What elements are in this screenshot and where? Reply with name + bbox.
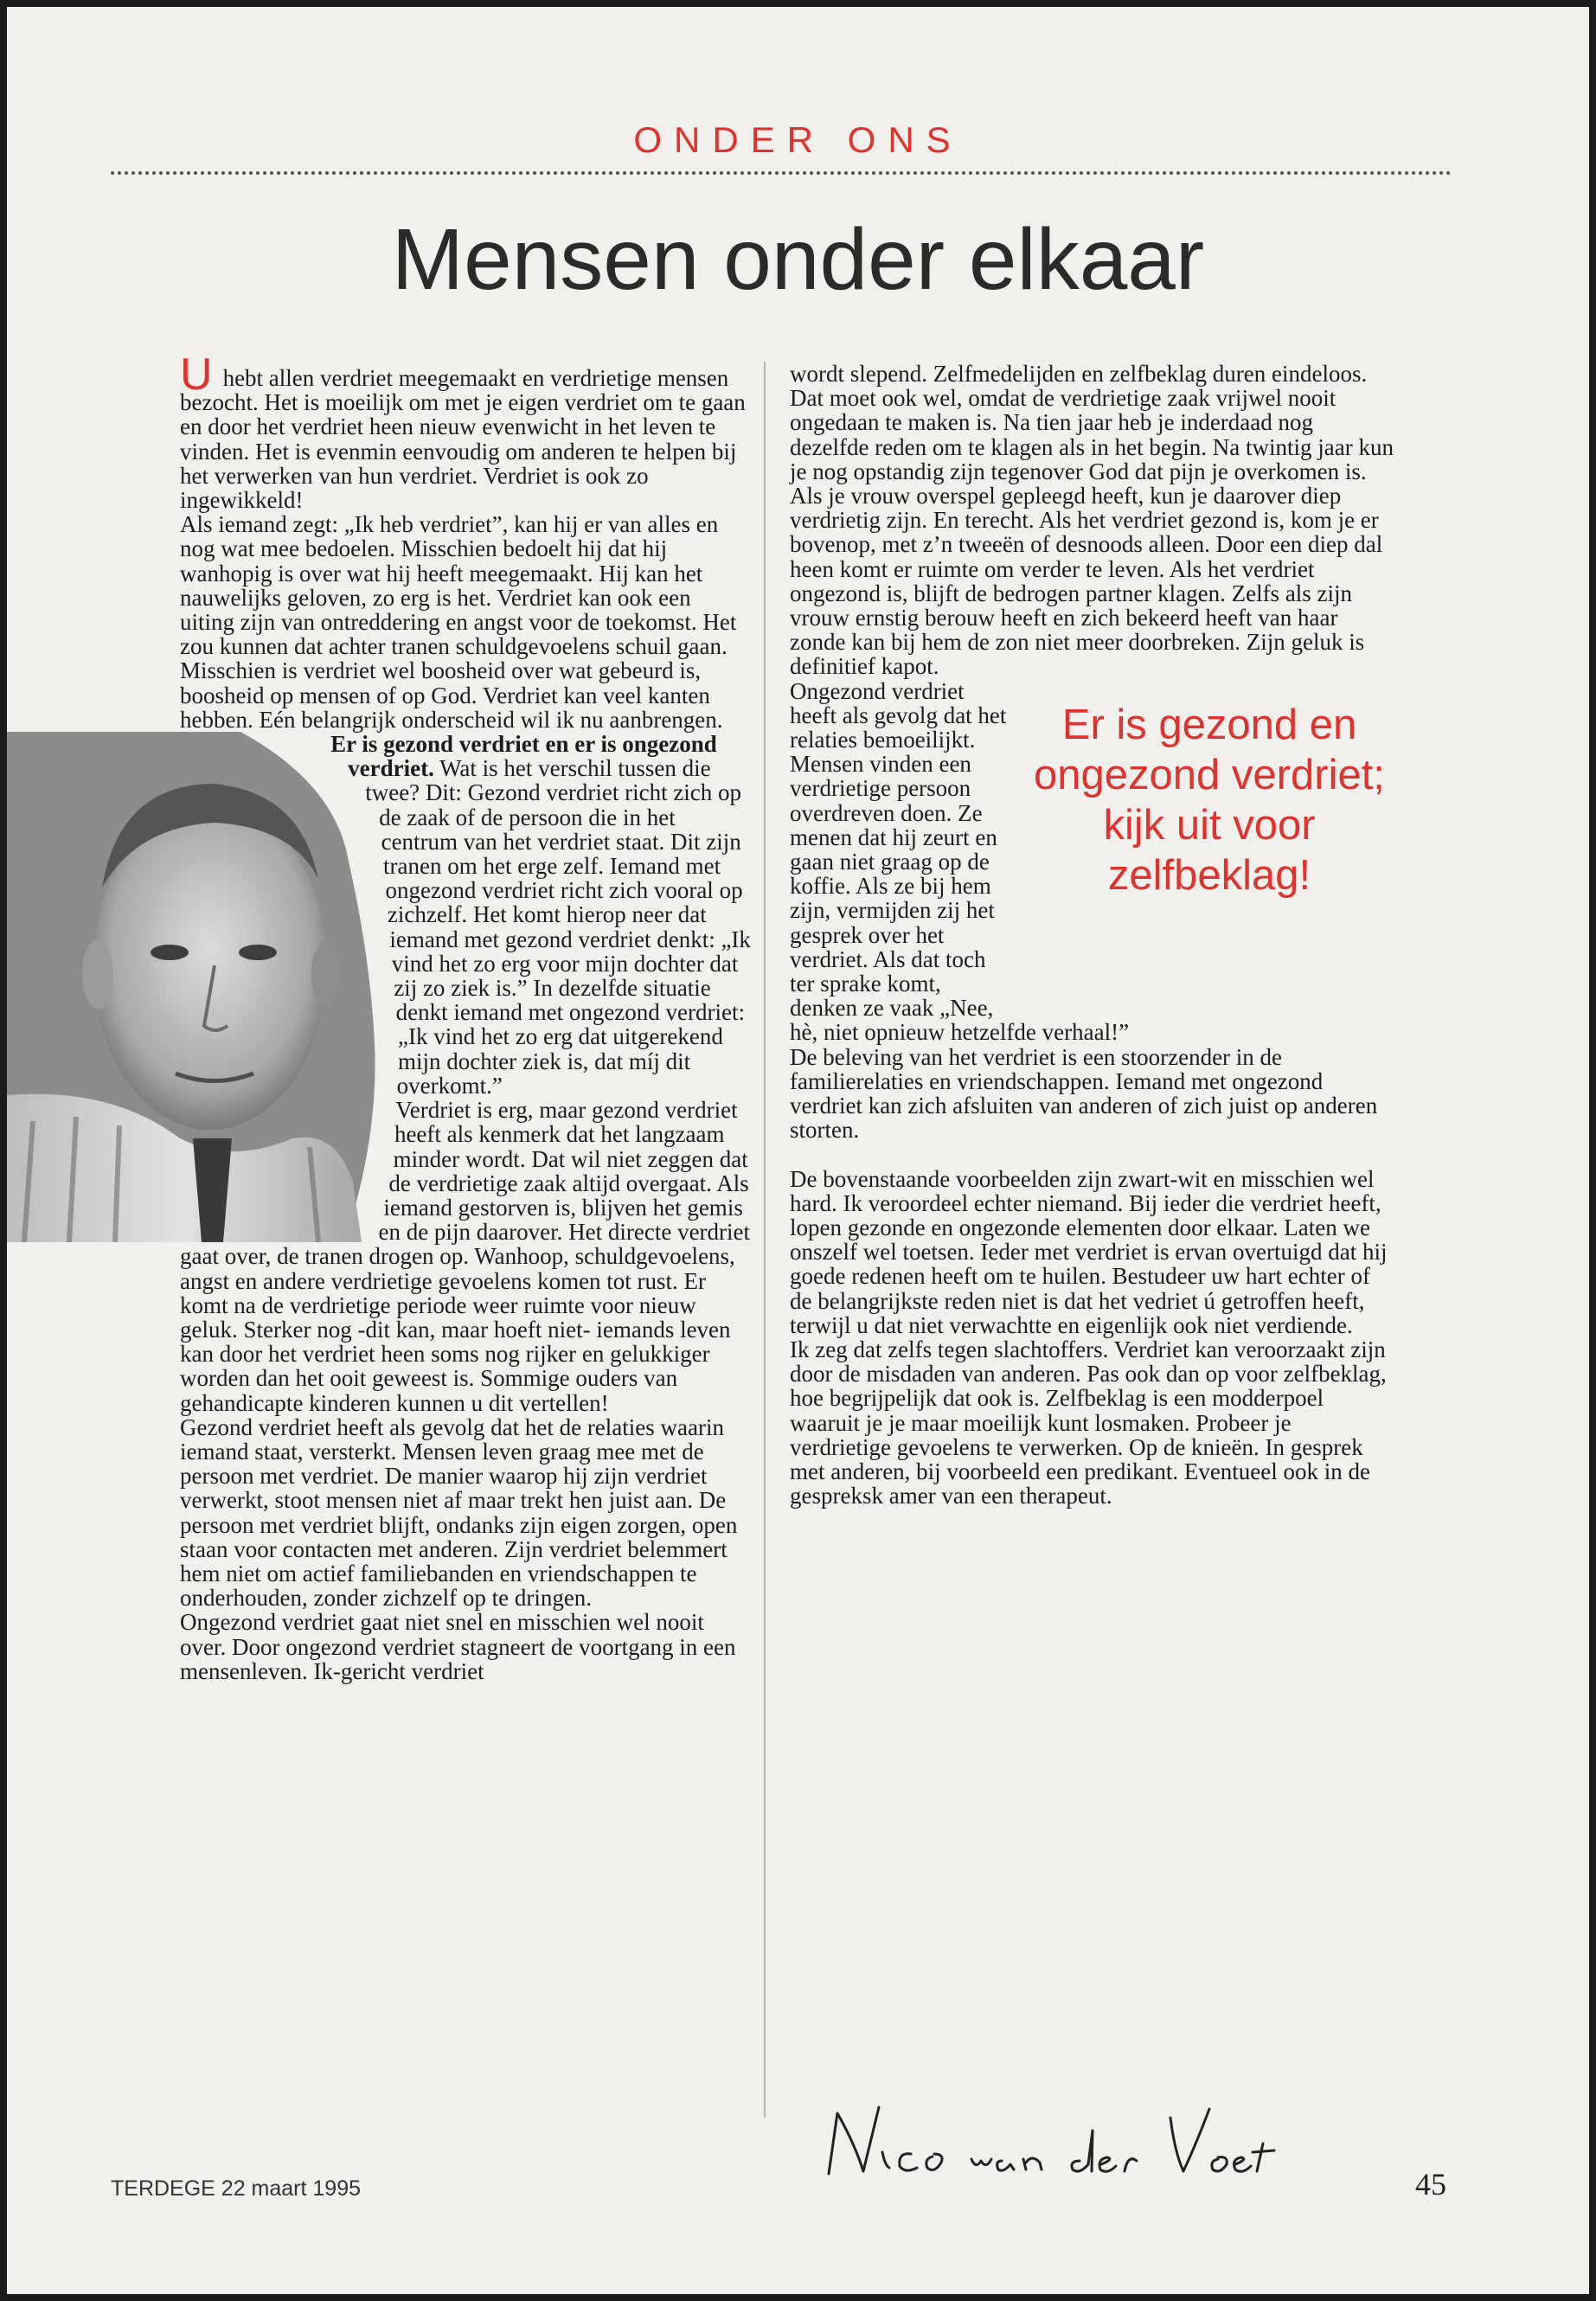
paragraph-victims: Ik zeg dat zelfs tegen slachtoffers. Verdriet kan veroorzaakt zijn door de misdaden van anderen. Pas ook dan op voor zelfbeklag, hoe begrijpelijk dat ook is. Zelfbeklag is een modderpoel waaruit je je maar moeilijk kunt losmaken. Probeer je verdrietige gevoelens te verwerken. Op de knieën. In gesprek met anderen, bij voorbeeld een predikant. Eventueel ook in de gespreksk amer van een therapeut. (790, 1336, 1387, 1509)
footer-publication: TERDEGE 22 maart 1995 (111, 2176, 362, 2201)
headline: Mensen onder elkaar (391, 211, 1205, 308)
paragraph-self-examination: De bovenstaande voorbeelden zijn zwart-wit en misschien wel hard. Ik veroordeel echter niemand. Bij ieder die verdriet heeft, lopen gezonde en ongezonde elementen door elkaar. Laten we onszelf wel toetsen. Ieder met verdriet is ervan overtuigd dat hij goede redenen heeft om te huilen. Bestudeer uw hart echter of de belangrijkste reden niet is dat het vedriet ú getroffen heeft, terwijl u dat niet verwachtte en eigenlijk ook niet verdiende. (790, 1165, 1388, 1338)
page-number: 45 (1415, 2167, 1446, 2202)
section-label: ONDER ONS (633, 119, 963, 160)
dotted-divider (111, 171, 1452, 175)
paragraph-gap (790, 1143, 1395, 1167)
magazine-page (7, 7, 1589, 2294)
intro-text: hebt allen verdriet meegemaakt en verdrietige mensen bezocht. Het is moeilijk om met je eigen verdriet om te gaan en door het verdriet heen nieuw evenwicht in het leven te vinden. Het is evenmin eenvoudig om anderen te helpen bij het verwerken van hun verdriet. Verdriet is ook zo ingewikkeld! (180, 365, 746, 514)
author-portrait (7, 732, 422, 1242)
paragraph-unhealthy-grief: Ongezond verdriet gaat niet snel en misschien wel nooit over. Door ongezond verdriet stagneert de voortgang in een mensenleven. Ik-gericht verdriet (180, 1609, 736, 1684)
pull-quote: Er is gezond en ongezond verdriet; kijk uit voor zelfbeklag! (1034, 701, 1385, 899)
paragraph-healthy-grief: Verdriet is erg, maar gezond verdriet heeft als kenmerk dat het langzaam minder wordt. Dat wil niet zeggen dat de verdrietige zaak altijd overgaat. Als iemand gestorven is, blijven het gemis en de pijn daarover. Het directe verdriet gaat over, de tranen drogen op. Wanhoop, schuldgevoelens, angst en andere verdrietige gevoelens komen tot rust. Er komt na de verdrietige periode weer ruimte voor nieuw geluk. Sterker nog -dit kan, maar hoeft niet- iemands leven kan door het verdriet heen soms nog rijker en gelukkiger worden dan het ooit geweest is. Sommige ouders van gehandicapte kinderen kunnen u dit vertellen! (180, 1097, 751, 1416)
left-column (180, 349, 751, 1684)
paragraph-types-of-grief (180, 512, 751, 732)
intro-paragraph (180, 349, 751, 514)
signature-image (803, 2092, 1322, 2187)
drop-cap: U (180, 349, 213, 400)
column-divider (764, 362, 766, 2118)
paragraph-self-pity: wordt slepend. Zelfmedelijden en zelfbeklag duren eindeloos. Dat moet ook wel, omdat de verdrietige zaak vrijwel nooit ongedaan te maken is. Na tien jaar heb je inderdaad nog dezelfde reden om te klagen als in het begin. Na twintig jaar kun je nog opstandig zijn tegenover God dat pijn je overkomen is. Als je vrouw overspel gepleegd heeft, kun je daarover diep verdrietig zijn. En terecht. Als het verdriet gezond is, kom je er bovenop, met z’n tweeën of desnoods alleen. Door een diep dal heen komt er ruimte om verder te leven. Als het verdriet ongezond is, blijft de bedrogen partner klagen. Zelfs als zijn vrouw ernstig berouw heeft en zich bekeerd heeft van haar zonde kan bij hem de zon niet meer doorbreken. Zijn geluk is definitief kapot. (790, 361, 1394, 680)
paragraph-disturbance: De beleving van het verdriet is een stoorzender in de familierelaties en vriendschappen. Iemand met ongezond verdriet kan zich afsluiten van anderen of zich juist op anderen storten. (790, 1043, 1378, 1144)
paragraph-text: Wat is het verschil tussen die twee? Dit: Gezond verdriet richt zich op de zaak of de persoon die in het centrum van het verdriet staat. Dit zijn tranen om het erge zelf. Iemand met ongezond verdriet richt zich vooral op zichzelf. Het komt hierop neer dat iemand met gezond verdriet denkt: „Ik vind het zo erg voor mijn dochter dat zij zo ziek is.” In dezelfde situatie denkt iemand met ongezond verdriet: „Ik vind het zo erg dat uitgerekend mijn dochter ziek is, dat míj dit overkomt.” (365, 755, 751, 1099)
right-column (790, 362, 1395, 1508)
key-statement: Er is gezond verdriet en er is ongezond verdriet. (330, 731, 717, 782)
paragraph-text: Als iemand zegt: „Ik heb verdriet”, kan hij er van alles en nog wat mee bedoelen. Misschien bedoelt hij dat hij wanhopig is over wat hij heeft meegemaakt. Hij kan het nauwelijks geloven, zo erg is het. Verdriet kan ook een uiting zijn van ontreddering en angst voor de toekomst. Het zou kunnen dat achter tranen schuldgevoelens schuil gaan. Misschien is verdriet wel boosheid over wat gebeurd is, boosheid op mensen of op God. Verdriet kan veel kanten hebben. Eén belangrijk onderscheid wil ik nu aanbrengen. (180, 511, 737, 733)
portrait-image (7, 732, 422, 1242)
paragraph-relationships: Gezond verdriet heeft als gevolg dat het de relaties waarin iemand staat, versterkt. Mensen leven graag mee met de persoon met verdriet. De manier waarop hij zijn verdriet verwerkt, stoot mensen niet af maar trekt hen juist aan. De persoon met verdriet blijft, ondanks zijn eigen zorgen, open staan voor contacten met anderen. Zijn verdriet belemmert hem niet om actief familiebanden en vriendschappen te onderhouden, zonder zichzelf op te dringen. (180, 1413, 738, 1612)
author-signature (803, 2092, 1322, 2187)
paragraph-relations-burden: Ongezond verdriet heeft als gevolg dat het relaties bemoeilijkt. Mensen vinden een verdrietige persoon overdreven doen. Ze menen dat hij zeurt en gaan niet graag op de koffie. Als ze bij hem zijn, vermijden zij het gesprek over het verdriet. Als dat toch ter sprake komt, denken ze vaak „Nee, hè, niet opnieuw hetzelfde verhaal!” (790, 677, 1130, 1046)
